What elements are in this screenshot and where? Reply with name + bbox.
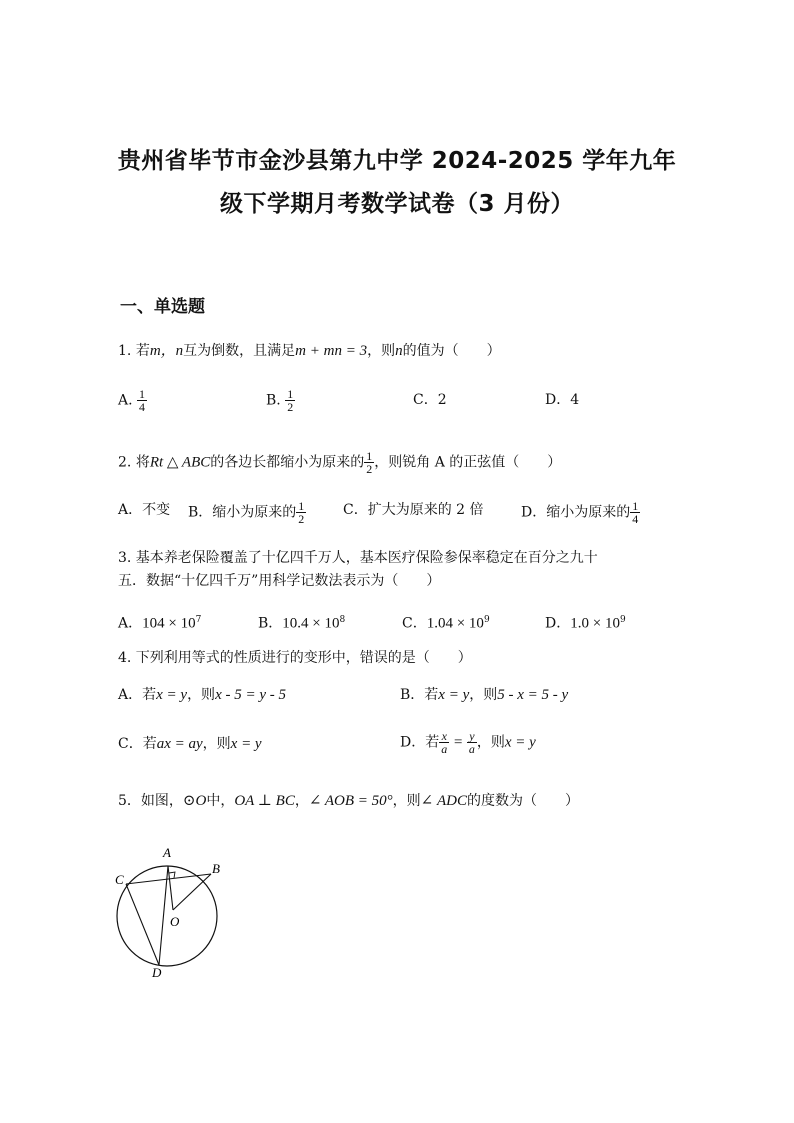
frac-den: 2 (287, 400, 294, 414)
option-text: C．若 (118, 736, 157, 752)
segment-cd (126, 884, 159, 965)
option-text: B．缩小为原来的 (188, 504, 297, 521)
fraction (439, 730, 449, 755)
label-c: C (115, 872, 124, 887)
option-text: ，则 (469, 687, 498, 703)
q5-math: OA ⊥ BC (234, 793, 295, 809)
frac-den: 2 (298, 512, 305, 526)
option-text: B．若 (400, 687, 439, 703)
q1-var-n: n (395, 343, 403, 359)
fraction (630, 500, 640, 525)
q2-option-c: C．扩大为原来的 2 倍 (343, 502, 484, 518)
option-exponent: 9 (483, 615, 490, 625)
option-base: 1.0 × 10 (570, 615, 620, 632)
option-text: ，则 (187, 687, 216, 703)
q5-text: ， (294, 793, 309, 809)
q3-option-d (545, 610, 626, 634)
frac-num: 1 (632, 499, 639, 513)
question-5-stem (118, 791, 579, 811)
q3-option-b (258, 610, 345, 634)
fraction (467, 730, 477, 755)
q1-text: 互为倒数，且满足 (183, 343, 296, 359)
option-label: B. (266, 392, 281, 409)
option-text: ，则 (476, 734, 505, 751)
q4-option-a (118, 685, 286, 705)
right-angle-mark (169, 872, 175, 878)
q1-equation: m + mn = 3 (295, 343, 368, 359)
frac-num: 1 (298, 499, 305, 513)
q2-option-a: A．不变 (118, 502, 171, 518)
frac-den: 2 (366, 462, 373, 476)
option-math: x = y (156, 687, 188, 703)
q2-text: ，则锐角 A 的正弦值（ ） (374, 454, 562, 471)
option-base: 104 × 10 (142, 615, 196, 632)
question-4-stem: 4. 下列利用等式的性质进行的变形中，错误的是（ ） (118, 650, 472, 666)
fraction (364, 450, 374, 475)
q5-text: ，则 (392, 793, 421, 809)
q5-number: 5．如图， (118, 793, 183, 809)
frac-num: 1 (139, 387, 146, 401)
option-math: x = y (230, 736, 262, 752)
label-a: A (163, 845, 171, 860)
option-text: A．若 (118, 687, 157, 703)
exam-title-line-1: 贵州省毕节市金沙县第九中学 2024-2025 学年九年 (117, 148, 677, 174)
q4-option-c (118, 734, 262, 754)
option-math: x = y (504, 734, 536, 751)
frac-den: 4 (632, 512, 639, 526)
circle-geometry-figure (112, 840, 252, 980)
option-exponent: 9 (619, 615, 626, 625)
section-heading: 一、单选题 (120, 297, 205, 317)
option-base: 10.4 × 10 (282, 615, 340, 632)
fraction (137, 388, 147, 413)
q5-math: ∠ ADC (420, 793, 467, 809)
option-label: D． (545, 615, 571, 632)
option-text: D．若 (400, 734, 440, 751)
option-math: x = y (438, 687, 470, 703)
q1-vars: m，n (149, 343, 184, 359)
q1-option-b (266, 388, 295, 413)
fraction (285, 388, 295, 413)
frac-num: 1 (287, 387, 294, 401)
frac-den: a (468, 742, 475, 756)
option-label: B． (258, 615, 283, 632)
q1-text: 若 (135, 343, 150, 359)
q3-option-c (402, 610, 490, 634)
option-math: x - 5 = y - 5 (215, 687, 286, 703)
question-1-stem (118, 341, 501, 361)
q2-text: 将 (135, 454, 150, 471)
option-label: A. (118, 392, 133, 409)
q5-circle: ⊙O (182, 793, 207, 809)
q4-option-d (400, 730, 536, 755)
q1-option-c: C．2 (413, 392, 447, 408)
question-3-stem-line-2: 五．数据“十亿四千万”用科学记数法表示为（ ） (118, 573, 441, 589)
q1-number: 1. (118, 343, 136, 359)
q1-option-d: D．4 (545, 392, 580, 408)
q2-option-d (521, 500, 640, 525)
segment-da (159, 866, 168, 965)
q2-triangle: Rt △ ABC (149, 454, 211, 471)
option-text: D．缩小为原来的 (521, 504, 631, 521)
frac-num: y (469, 729, 475, 743)
label-b: B (212, 861, 220, 876)
q5-text: 的度数为（ ） (466, 793, 579, 809)
label-o: O (170, 914, 180, 929)
fraction (296, 500, 306, 525)
option-label: C． (402, 615, 427, 632)
frac-den: 4 (139, 400, 146, 414)
frac-num: x (441, 729, 447, 743)
option-base: 1.04 × 10 (426, 615, 484, 632)
chord-bc (126, 874, 211, 884)
q5-math: ∠ AOB = 50° (308, 793, 393, 809)
option-exponent: 7 (195, 615, 202, 625)
q2-option-b (188, 500, 306, 525)
option-math: ax = ay (156, 736, 203, 752)
q1-text: ，则 (367, 343, 396, 359)
option-text: ，则 (202, 736, 231, 752)
question-3-stem-line-1: 3. 基本养老保险覆盖了十亿四千万人，基本医疗保险参保率稳定在百分之九十 (118, 550, 598, 566)
label-d: D (152, 965, 162, 980)
q2-text: 的各边长都缩小为原来的 (210, 454, 365, 471)
option-label: A． (118, 615, 143, 632)
segment-ob (173, 874, 211, 910)
option-math: 5 - x = 5 - y (497, 687, 569, 703)
option-math: = (449, 734, 467, 751)
q3-option-a (118, 610, 201, 634)
q5-text: 中， (206, 793, 235, 809)
q2-number: 2. (118, 454, 136, 471)
option-exponent: 8 (339, 615, 346, 625)
frac-num: 1 (366, 449, 373, 463)
frac-den: a (441, 742, 448, 756)
question-2-stem (118, 450, 561, 475)
q1-text: 的值为（ ） (402, 343, 501, 359)
exam-title-line-2: 级下学期月考数学试卷（3 月份） (219, 191, 574, 217)
q1-option-a (118, 388, 147, 413)
q4-option-b (400, 685, 568, 705)
